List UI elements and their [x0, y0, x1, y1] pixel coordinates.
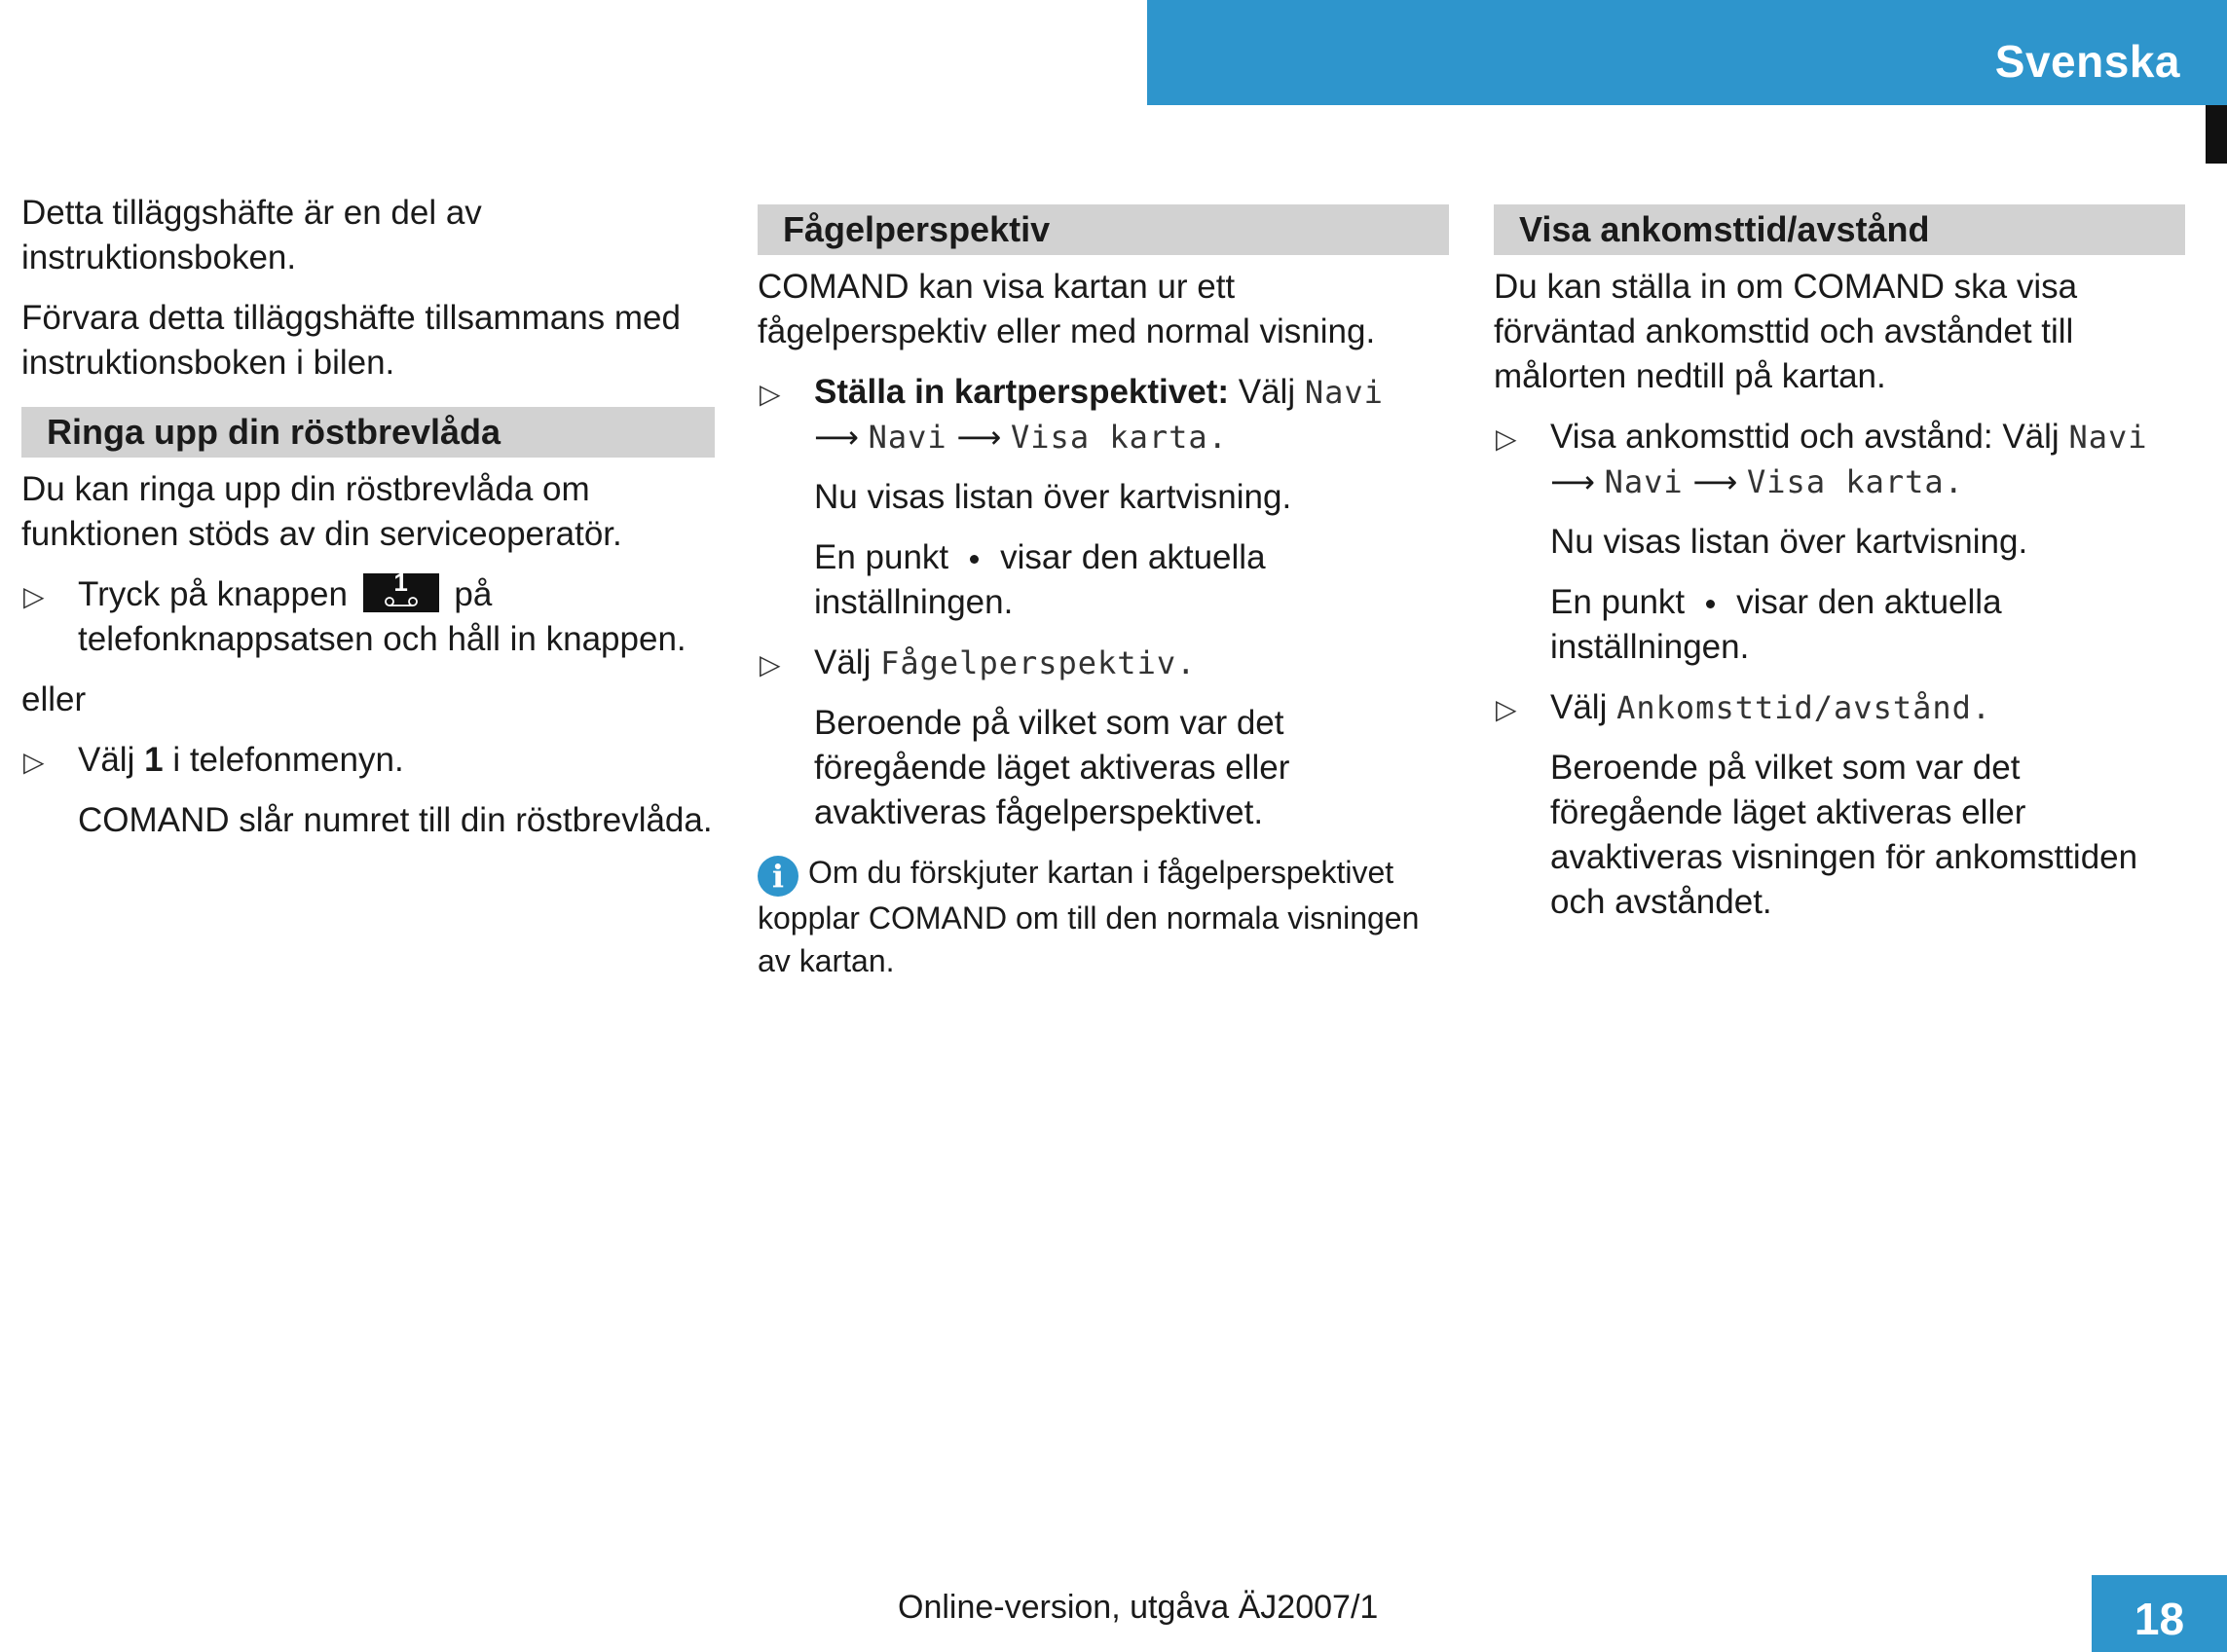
section-heading-arrival: Visa ankomsttid/avstånd [1494, 204, 2185, 255]
birds-eye-description: COMAND kan visa kartan ur ett fågelperspektiv eller med normal visning. [758, 268, 1376, 350]
step-text: Välj [814, 643, 872, 681]
edge-thumb-tab [2206, 105, 2227, 164]
step-result: Beroende på vilket som var det föregående läget aktiveras eller avaktiveras fågelperspektivet. [814, 704, 1290, 831]
section-heading-birds-eye: Fågelperspektiv [758, 204, 1449, 255]
page-number: 18 [2134, 1594, 2185, 1644]
step-triangle-icon: ▷ [760, 378, 781, 410]
menu-path-item: Visa karta [1011, 419, 1208, 456]
step-text: Välj [1238, 373, 1296, 411]
menu-path-item: Fågelperspektiv [880, 644, 1177, 681]
menu-path-item: Navi [868, 419, 947, 456]
menu-path-item: Navi [2068, 419, 2148, 456]
step-text: på telefonknappsatsen och håll in knappen. [78, 575, 687, 658]
step-text: i telefonmenyn. [172, 741, 404, 779]
step-triangle-icon: ▷ [1496, 693, 1517, 725]
step-result: Nu visas listan över kartvisning. [1550, 523, 2028, 561]
column-middle [758, 191, 1449, 982]
step-bold-value: 1 [144, 741, 164, 779]
step-text: Välj [1550, 688, 1608, 726]
column-left [21, 191, 715, 859]
step-select-menu [21, 738, 715, 783]
language-header-bar [1147, 0, 2227, 105]
bullet-dot-icon [970, 555, 979, 564]
column-right [1494, 191, 2185, 940]
arrival-description: Du kan ställa in om COMAND ska visa förväntad ankomsttid och avståndet till målorten nedtill på kartan. [1494, 268, 2078, 395]
step-select-birds-eye: ▷ Välj Fågelperspektiv. [758, 641, 1449, 685]
step-text: Tryck på knappen [78, 575, 348, 613]
page-number-box [2092, 1575, 2227, 1652]
voicemail-key-icon [363, 568, 439, 612]
step-press-key [21, 568, 715, 662]
info-note [758, 851, 1449, 982]
arrow-right-icon: ⟶ [1550, 463, 1595, 500]
step-result: COMAND slår numret till din röstbrevlåda. [78, 801, 713, 839]
section-heading-voicemail: Ringa upp din röstbrevlåda [21, 407, 715, 458]
info-icon: i [758, 856, 798, 897]
or-text: eller [21, 680, 87, 718]
intro-paragraph-2: Förvara detta tilläggshäfte tillsammans med instruktionsboken i bilen. [21, 299, 681, 382]
menu-path-item: Navi [1604, 463, 1684, 500]
menu-path-item: Visa karta [1747, 463, 1945, 500]
step-bold-title: Ställa in kartperspektivet: [814, 373, 1229, 411]
arrow-right-icon: ⟶ [814, 419, 859, 456]
edition-footer: Online-version, utgåva ÄJ2007/1 [898, 1589, 1379, 1626]
intro-paragraph-1: Detta tilläggshäfte är en del av instruktionsboken. [21, 194, 482, 276]
menu-path-item: Ankomsttid/avstånd [1616, 689, 1972, 726]
menu-path-item: Navi [1304, 374, 1384, 411]
info-text: Om du förskjuter kartan i fågelperspektivet kopplar COMAND om till den normala visningen av kartan. [758, 855, 1420, 978]
step-show-arrival: ▷ Visa ankomsttid och avstånd: Välj Navi ⟶ Navi ⟶ Visa karta. [1496, 418, 2148, 500]
arrow-right-icon: ⟶ [956, 419, 1002, 456]
step-result: Nu visas listan över kartvisning. [814, 478, 1292, 516]
step-triangle-icon: ▷ [1496, 422, 1517, 455]
arrow-right-icon: ⟶ [1692, 463, 1738, 500]
language-label: Svenska [1994, 36, 2180, 87]
step-text: Välj [78, 741, 135, 779]
key-number: 1 [393, 568, 408, 597]
step-triangle-icon: ▷ [23, 746, 45, 778]
step-set-perspective: ▷ Ställa in kartperspektivet: Välj Navi ⟶ Navi ⟶ Visa karta. [760, 373, 1384, 456]
step-result-dot: En punkt visar den aktuella inställningen. [1550, 583, 2002, 666]
step-triangle-icon: ▷ [23, 580, 45, 612]
step-result-dot: En punkt visar den aktuella inställningen. [814, 538, 1266, 621]
bullet-dot-icon [1706, 600, 1715, 608]
step-select-arrival: ▷ Välj Ankomsttid/avstånd. [1494, 685, 2185, 730]
step-triangle-icon: ▷ [760, 648, 781, 680]
step-text: Visa ankomsttid och avstånd: Välj [1550, 418, 2060, 456]
step-result: Beroende på vilket som var det föregående läget aktiveras eller avaktiveras visningen för ankomsttiden och avståndet. [1550, 749, 2138, 921]
voicemail-symbol-icon [383, 597, 420, 606]
voicemail-description: Du kan ringa upp din röstbrevlåda om funktionen stöds av din serviceoperatör. [21, 470, 622, 553]
